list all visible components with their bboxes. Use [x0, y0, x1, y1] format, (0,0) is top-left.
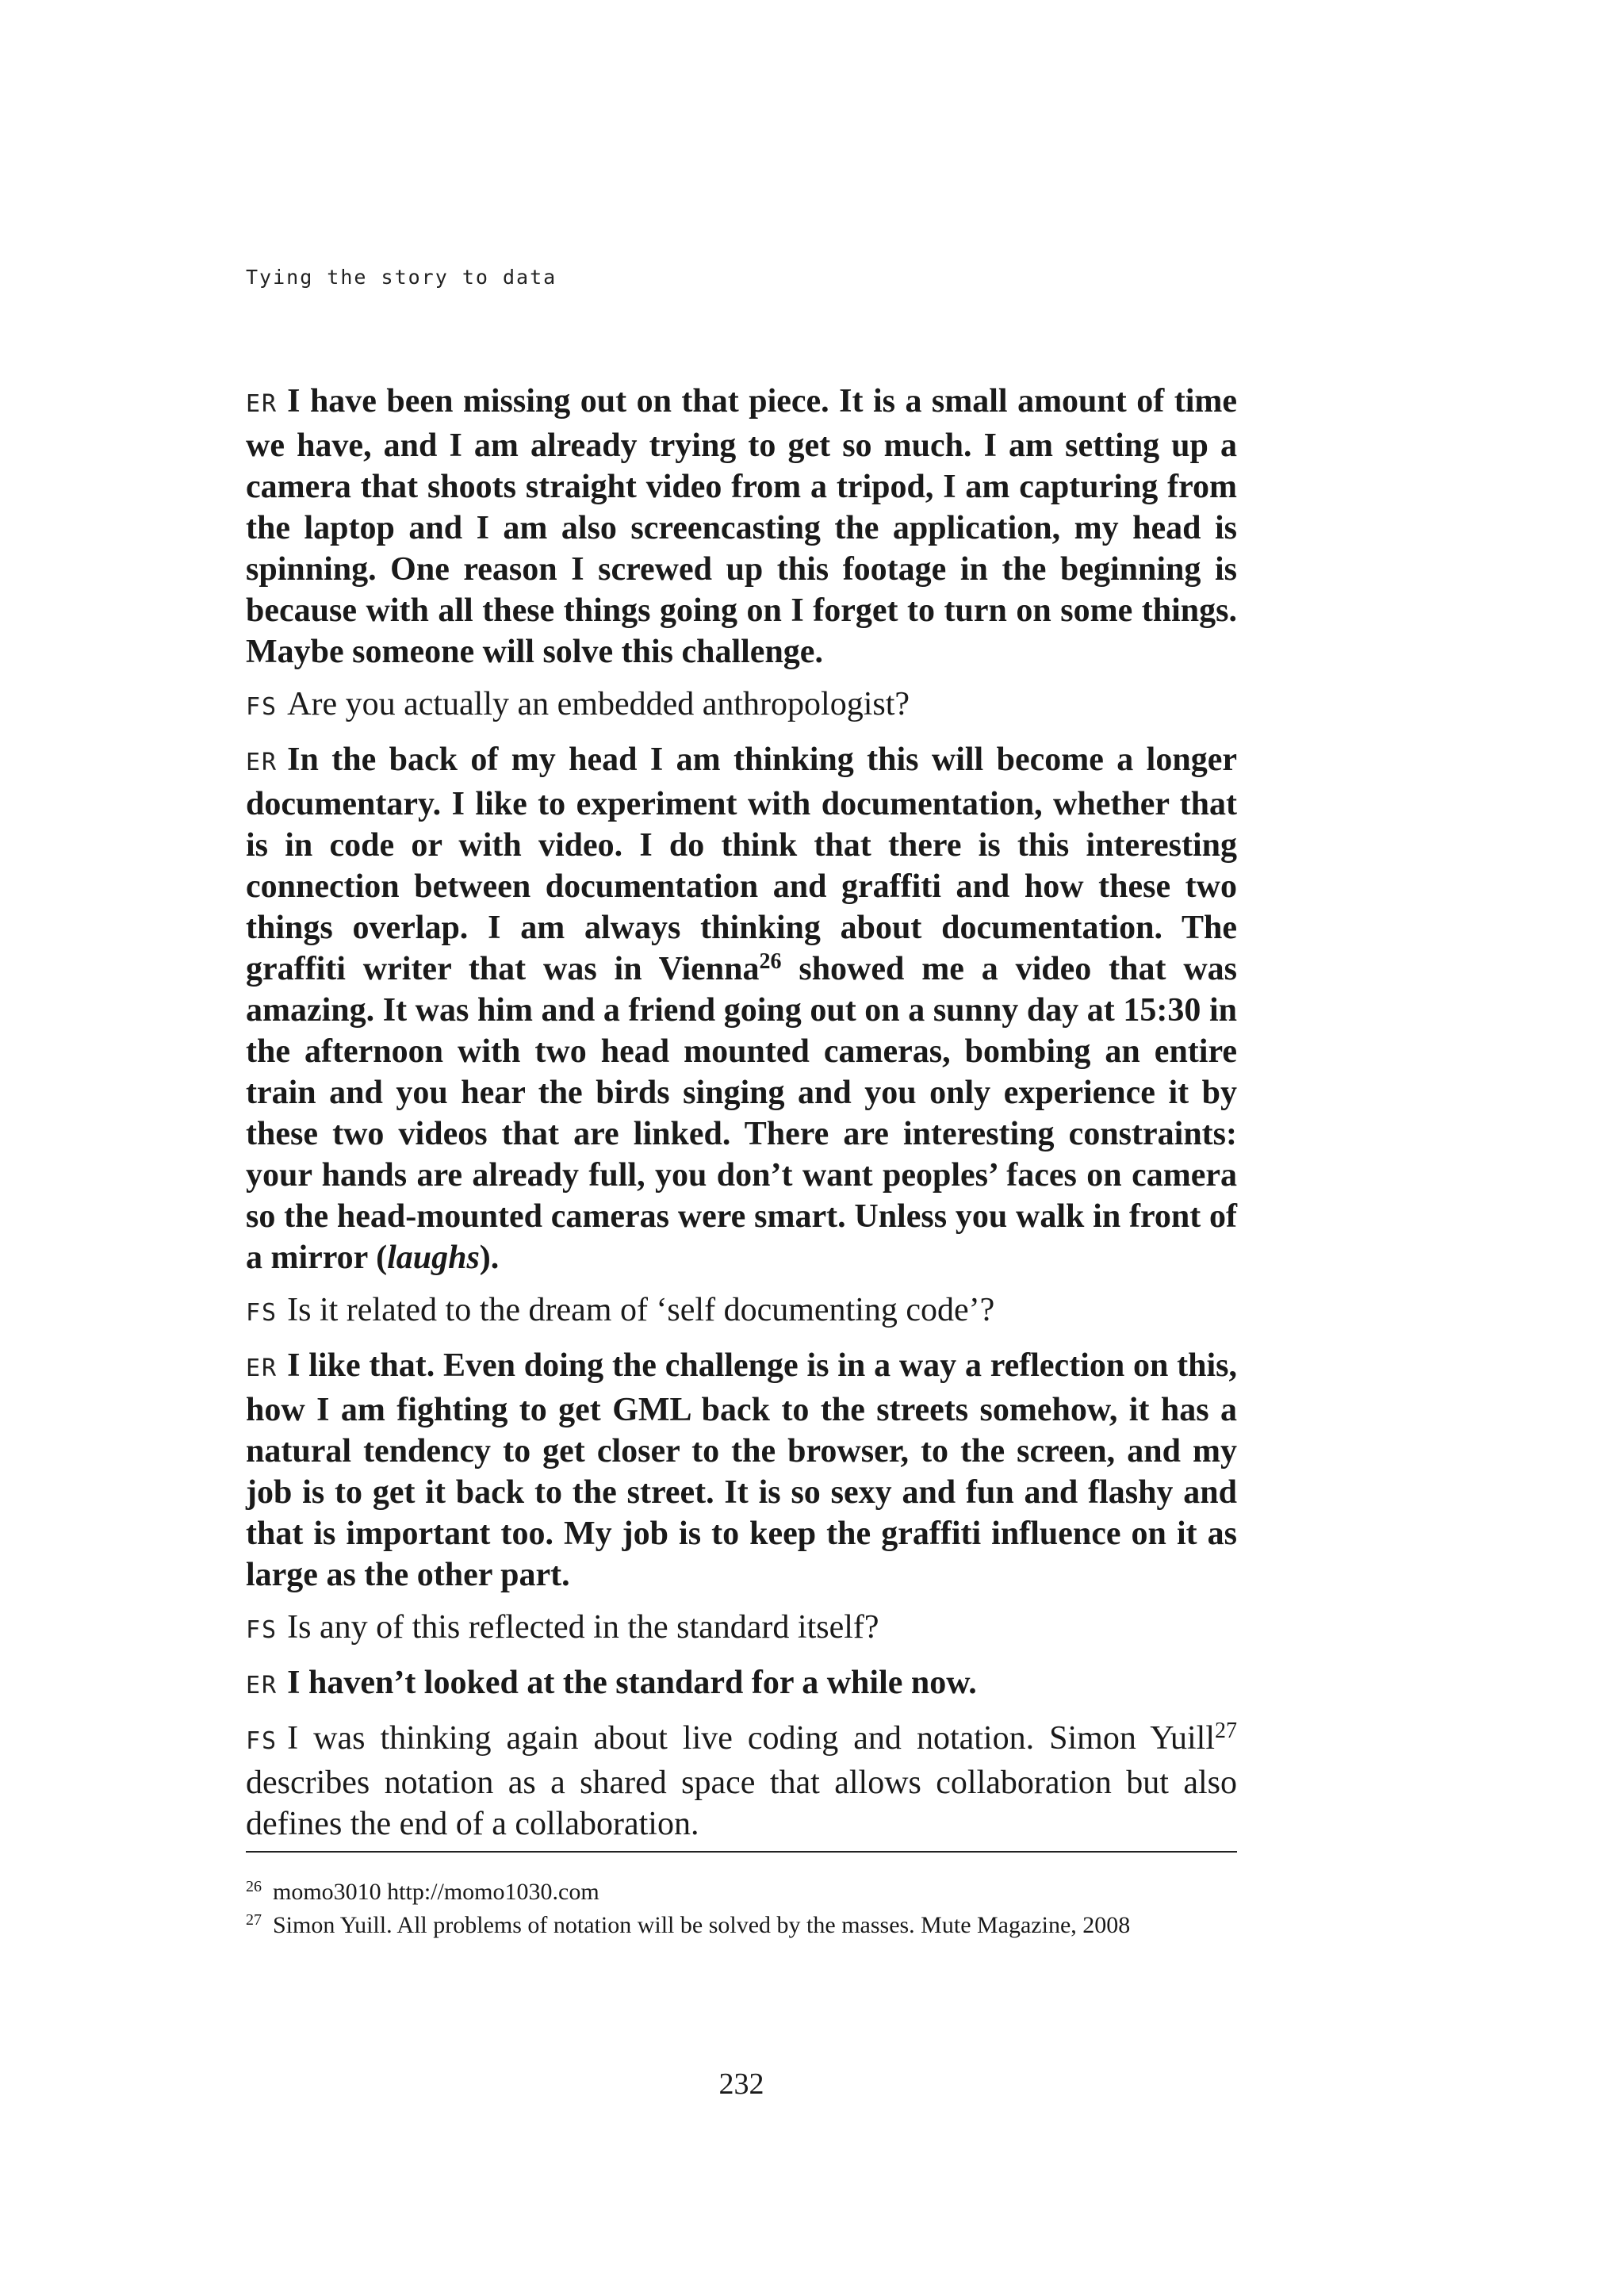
paragraph-text: I have been missing out on that piece. It is a small amount of time we have, and I am already trying to get so much. I am setting up a camera that shoots straight video from a tripod, I am capturing from the laptop and I am also screencasting the application, my head is spinning. One reason I screwed up this footage in the beginning is because with all these things going on I forget to turn on some things. Maybe someone will solve this challenge.: [246, 383, 1237, 670]
paragraph-text: Is it related to the dream of ‘self documenting code’?: [287, 1292, 995, 1328]
paragraph-text: showed me a video that was amazing. It was him and a friend going out on a sunny day at 15:30 in the afternoon with two head mounted cameras, bombing an entire train and you hear the birds singing and you only experience it by these two videos that are linked. There are interesting constraints: your hands are already full, you don’t want peoples’ faces on camera so the head-mounted cameras were smart. Unless you walk in front of a mirror (: [246, 951, 1237, 1276]
dialogue-paragraph: [246, 1718, 1237, 1845]
dialogue-paragraph: [246, 1289, 1237, 1334]
speaker-label: FS: [246, 1727, 278, 1755]
paragraph-text: ).: [479, 1240, 500, 1276]
interview-text: [246, 381, 1237, 1856]
speaker-label: FS: [246, 1299, 278, 1327]
footnote-text: Simon Yuill. All problems of notation will be solved by the masses. Mute Magazine, 2008: [273, 1912, 1131, 1938]
page-number: 232: [718, 2067, 764, 2101]
footnote-text: momo3010 http://momo1030.com: [273, 1879, 599, 1905]
speaker-label: FS: [246, 1616, 278, 1644]
footnote-reference: 27: [1215, 1719, 1237, 1743]
paragraph-text: I haven’t looked at the standard for a while now.: [287, 1665, 977, 1701]
dialogue-paragraph: [246, 684, 1237, 728]
speaker-label: ER: [246, 1355, 278, 1382]
italic-text: laughs: [387, 1240, 480, 1276]
dialogue-paragraph: [246, 381, 1237, 673]
footnote-reference: 26: [759, 949, 782, 974]
paragraph-text: describes notation as a shared space that allows collaboration but also defines the end of a collaboration.: [246, 1765, 1237, 1842]
dialogue-paragraph: [246, 1345, 1237, 1596]
dialogue-paragraph: [246, 739, 1237, 1278]
footnotes: [246, 1876, 1237, 1942]
speaker-label: FS: [246, 693, 278, 721]
speaker-label: ER: [246, 1672, 278, 1699]
paragraph-text: I was thinking again about live coding and notation. Simon Yuill: [287, 1720, 1215, 1757]
paragraph-text: In the back of my head I am thinking this will become a longer documentary. I like to experiment with documentation, whether that is in code or with video. I do think that there is this interesting connection between documentation and graffiti and how these two things overlap. I am always thinking about documentation. The graffiti writer that was in Vienna: [246, 741, 1237, 987]
footnote-item: 26 momo3010 http://momo1030.com: [246, 1878, 599, 1905]
paragraph-text: Are you actually an embedded anthropologist?: [287, 686, 910, 722]
speaker-label: ER: [246, 749, 278, 776]
footnote-item: 27 Simon Yuill. All problems of notation will be solved by the masses. Mute Magazine, 2008: [246, 1911, 1131, 1938]
paragraph-text: I like that. Even doing the challenge is in a way a reflection on this, how I am fighting to get GML back to the streets somehow, it has a natural tendency to get closer to the browser, to the screen, and my job is to get it back to the street. It is so sexy and fun and flashy and that is important too. My job is to keep the graffiti influence on it as large as the other part.: [246, 1347, 1237, 1593]
footnote-divider: [246, 1851, 1237, 1853]
dialogue-paragraph: [246, 1662, 1237, 1707]
running-head: Tying the story to data: [246, 266, 557, 289]
dialogue-paragraph: [246, 1607, 1237, 1651]
paragraph-text: Is any of this reflected in the standard itself?: [287, 1609, 879, 1646]
speaker-label: ER: [246, 390, 278, 418]
